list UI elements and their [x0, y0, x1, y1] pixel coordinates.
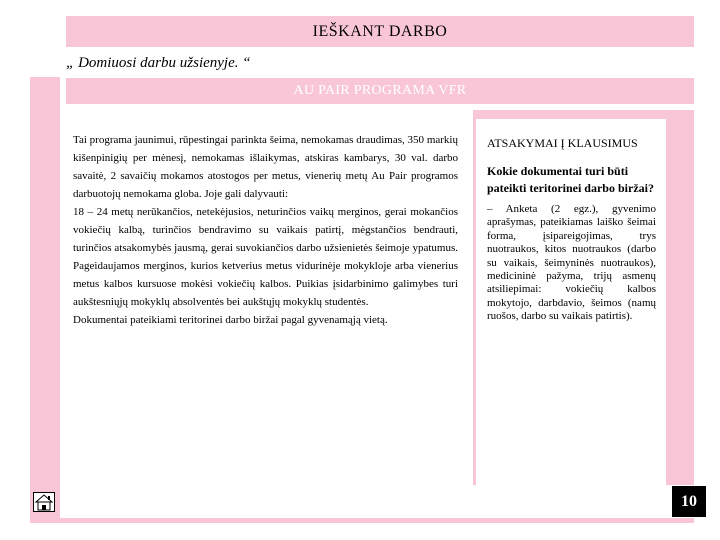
page-subtitle: „ Domiuosi darbu užsienyje. “ — [66, 55, 251, 71]
left-decorative-strip — [30, 77, 60, 521]
bottom-decorative-bar — [30, 518, 694, 523]
page-number: 10 — [681, 492, 697, 510]
program-description — [73, 131, 458, 329]
question-text: Kokie dokumentai turi būti pateikti teritorinei darbo biržai? — [487, 164, 654, 195]
program-title: AU PAIR PROGRAMA VFR — [293, 83, 467, 98]
qa-heading: ATSAKYMAI Į KLAUSIMUS — [487, 136, 638, 150]
description-paragraph: Dokumentai pateikiami teritorinei darbo biržai pagal gyvenamąją vietą. — [73, 314, 388, 326]
page-number-badge — [672, 486, 706, 517]
header-title-bar — [66, 16, 694, 47]
description-paragraph: 18 – 24 metų nerūkančios, netekėjusios, neturinčios vaikų merginos, gerai mokančios vokiečių kalbą, turinčios bendravimo su vaikais patirtį, mėgstančios bendrauti, turinčios atsakomybės jausmą, gerai suvokiančios darbo užsienietės šeimoje ypatumus. Pageidaujamos merginos, kurios ketverius metus vidurinėje mokykloje arba vienerius metus kalbos kursuose mokėsi vokiečių kalbos. Puikias įsidarbinimo galimybes turi aukštesniųjų mokyklų absolventės bei aukštųjų mokyklų studentės. — [73, 206, 458, 308]
qa-question — [487, 163, 662, 197]
page-title: IEŠKANT DARBO — [312, 22, 448, 40]
description-paragraph: Tai programa jaunimui, rūpestingai parinkta šeima, nemokamas draudimas, 350 markių kišenpinigių per mėnesį, nemokamas išlaikymas, atskiras kambarys, 30 val. darbo savaitė, 2 savaičių mokamos atostogos per metus, vienerių metų Au Pair programos darbuotojų nemokama globa. Joje gali dalyvauti: — [73, 134, 458, 200]
program-title-bar — [66, 78, 694, 104]
qa-answer: – Anketa (2 egz.), gyvenimo aprašymas, pateikiamas laiško šeimai forma, įsipareigojimas, trys nuotraukos, kitos nuotraukos (darbo su vaikais, šeimyninės nuotraukos), medicininė pažyma, trijų asmenų atsiliepimai: vokiečių kalbos mokytojo, darbdavio, šeimos (namų ruošos, darbo su vaikais patirtis). — [487, 203, 656, 323]
home-icon[interactable] — [33, 492, 55, 512]
